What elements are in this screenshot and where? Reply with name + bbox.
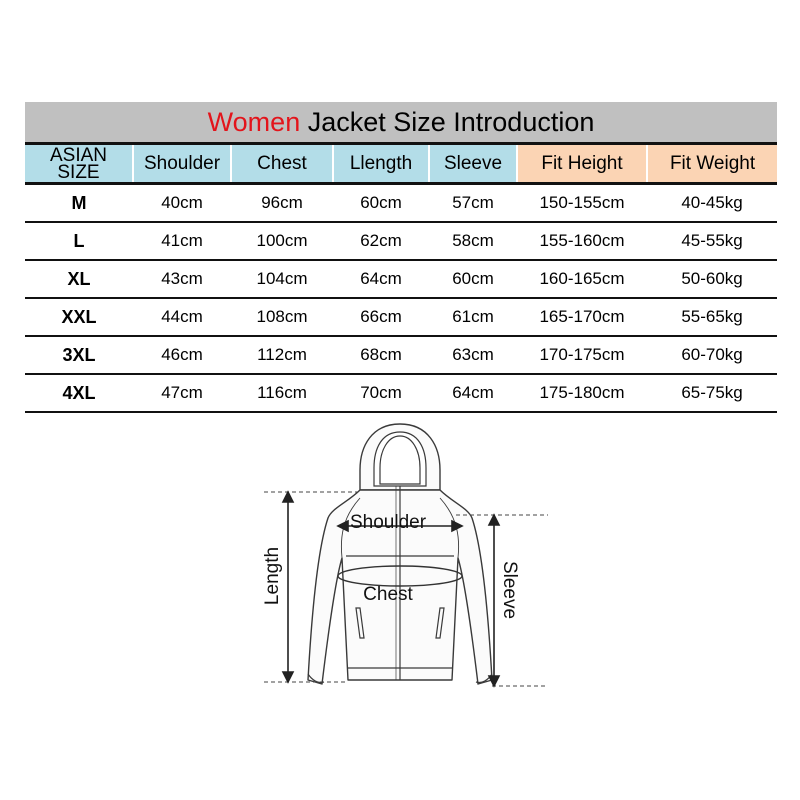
cell-length: 68cm (333, 336, 429, 374)
cell-fit-height: 155-160cm (517, 222, 647, 260)
cell-length: 66cm (333, 298, 429, 336)
cell-sleeve: 61cm (429, 298, 517, 336)
size-chart-table (25, 102, 777, 413)
cell-length: 60cm (333, 184, 429, 223)
cell-fit-height: 150-155cm (517, 184, 647, 223)
cell-sleeve: 60cm (429, 260, 517, 298)
header-fit-height: Fit Height (517, 144, 647, 184)
table-row (25, 374, 777, 412)
sleeve-label: Sleeve (499, 560, 520, 620)
cell-length: 64cm (333, 260, 429, 298)
cell-chest: 96cm (231, 184, 333, 223)
cell-fit-height: 170-175cm (517, 336, 647, 374)
table-row (25, 260, 777, 298)
cell-shoulder: 47cm (133, 374, 231, 412)
header-asian-line1: ASIAN (49, 144, 108, 166)
cell-size: 3XL (25, 336, 133, 374)
cell-shoulder: 40cm (133, 184, 231, 223)
table-row (25, 298, 777, 336)
header-fit-weight: Fit Weight (647, 144, 777, 184)
header-shoulder: Shoulder (133, 144, 231, 184)
length-arrow (283, 492, 293, 682)
header-sleeve: Sleeve (429, 144, 517, 184)
cell-length: 70cm (333, 374, 429, 412)
cell-sleeve: 57cm (429, 184, 517, 223)
jacket-measurement-diagram (250, 418, 550, 698)
cell-shoulder: 46cm (133, 336, 231, 374)
cell-fit-weight: 55-65kg (647, 298, 777, 336)
table-title (25, 102, 777, 144)
cell-fit-height: 175-180cm (517, 374, 647, 412)
cell-sleeve: 58cm (429, 222, 517, 260)
cell-length: 62cm (333, 222, 429, 260)
length-label: Length (262, 546, 283, 606)
table-row (25, 184, 777, 223)
cell-chest: 112cm (231, 336, 333, 374)
cell-fit-weight: 65-75kg (647, 374, 777, 412)
cell-fit-weight: 50-60kg (647, 260, 777, 298)
title-rest: Jacket Size Introduction (300, 106, 595, 137)
header-row (25, 144, 777, 184)
header-chest: Chest (231, 144, 333, 184)
table-row (25, 336, 777, 374)
cell-chest: 104cm (231, 260, 333, 298)
title-women: Women (207, 106, 301, 137)
cell-chest: 116cm (231, 374, 333, 412)
chest-label: Chest (363, 584, 413, 605)
cell-size: L (25, 222, 133, 260)
header-asian-size (25, 144, 133, 184)
table-row (25, 222, 777, 260)
title-row (25, 102, 777, 144)
cell-fit-weight: 40-45kg (647, 184, 777, 223)
cell-shoulder: 43cm (133, 260, 231, 298)
cell-fit-weight: 45-55kg (647, 222, 777, 260)
cell-size: XL (25, 260, 133, 298)
cell-sleeve: 64cm (429, 374, 517, 412)
header-asian-line2: SIZE (57, 161, 100, 183)
cell-sleeve: 63cm (429, 336, 517, 374)
cell-shoulder: 44cm (133, 298, 231, 336)
shoulder-label: Shoulder (349, 512, 427, 533)
cell-shoulder: 41cm (133, 222, 231, 260)
cell-fit-height: 160-165cm (517, 260, 647, 298)
cell-size: 4XL (25, 374, 133, 412)
cell-size: XXL (25, 298, 133, 336)
cell-fit-weight: 60-70kg (647, 336, 777, 374)
header-length: Llength (333, 144, 429, 184)
cell-fit-height: 165-170cm (517, 298, 647, 336)
cell-chest: 100cm (231, 222, 333, 260)
cell-size: M (25, 184, 133, 223)
cell-chest: 108cm (231, 298, 333, 336)
